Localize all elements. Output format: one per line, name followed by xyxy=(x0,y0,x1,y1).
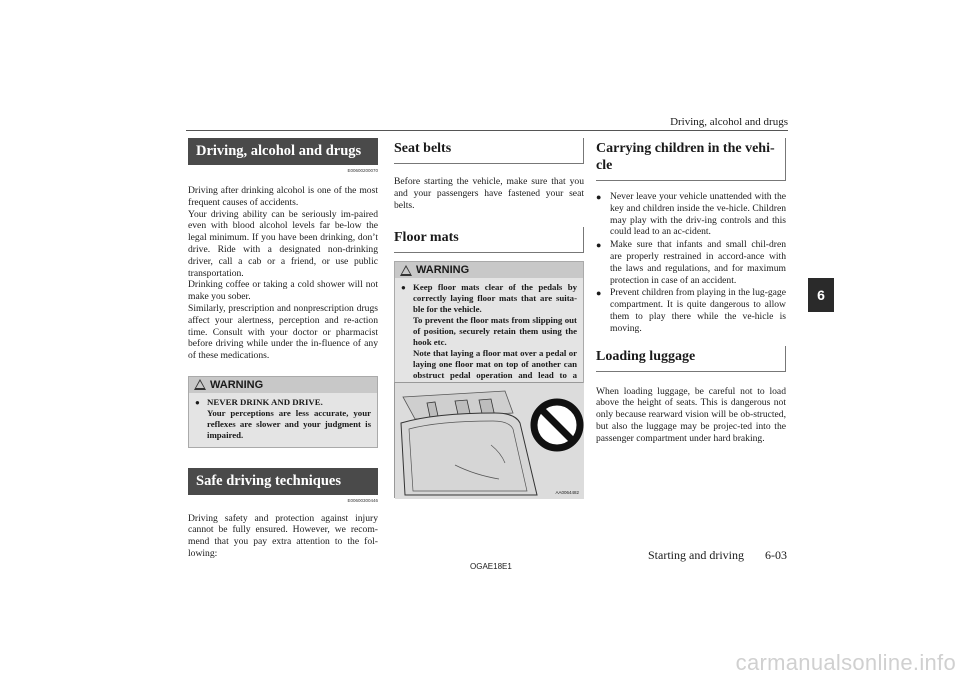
figure-code: AA0064482 xyxy=(555,490,579,495)
bullet-icon: ● xyxy=(401,283,406,293)
warning-line: NEVER DRINK AND DRIVE. xyxy=(207,396,323,407)
section-title-driving-alcohol-drugs: Driving, alcohol and drugs xyxy=(188,138,378,165)
paragraph: Drinking coffee or taking a cold shower will not make you sober. xyxy=(188,279,378,303)
warning-line: Your perceptions are less accurate, your reflexes are slower and your judgment is impaired. xyxy=(207,407,371,440)
warning-header xyxy=(189,377,377,393)
section-code: E00600200070 xyxy=(347,168,378,173)
footer-section-name: Starting and driving xyxy=(648,548,744,562)
floor-mat-drawing xyxy=(395,383,584,499)
warning-box-floor-mats xyxy=(394,261,584,398)
column-left xyxy=(188,138,378,560)
list-item: ● Prevent children from playing in the lug-gage compartment. It is quite dangerous to allow them to play there while the ve-hicle is moving. xyxy=(596,287,786,334)
footer-doc-code: OGAE18E1 xyxy=(470,562,512,571)
warning-triangle-icon xyxy=(194,379,206,390)
warning-box-alcohol xyxy=(188,376,378,448)
section-title-loading-luggage: Loading luggage xyxy=(596,346,786,372)
header-rule xyxy=(186,130,788,131)
bullet-icon: ● xyxy=(596,192,602,202)
floor-mat-illustration xyxy=(394,382,583,498)
bullet-icon: ● xyxy=(596,288,602,299)
watermark[interactable]: carmanualsonline.info xyxy=(735,650,956,675)
bullet-icon: ● xyxy=(195,397,200,407)
warning-header xyxy=(395,262,583,278)
warning-line: Note that laying a floor mat over a pedal or laying one floor mat on top of another can obstruct pedal operation and lead to a xyxy=(413,347,577,380)
chapter-tab[interactable]: 6 xyxy=(808,278,834,312)
column-middle xyxy=(394,138,584,398)
paragraph: Similarly, prescription and nonprescription drugs affect your alertness, perception and re-action time. Consult with your doctor or pharmacist before driving while under the in-fluence of any of these medications. xyxy=(188,302,378,362)
column-right xyxy=(596,138,786,445)
section-title-seat-belts: Seat belts xyxy=(394,138,584,164)
warning-label: WARNING xyxy=(210,378,264,391)
paragraph: Driving safety and protection against injury cannot be fully ensured. However, we recom-mend that you pay extra attention to the fol-lowing: xyxy=(188,512,378,559)
warning-label: WARNING xyxy=(416,264,470,277)
paragraph: Before starting the vehicle, make sure that you and your passengers have fastened your seat belts. xyxy=(394,176,584,211)
children-bullet-list xyxy=(596,191,786,335)
warning-triangle-icon xyxy=(400,265,412,276)
section-code: E00600300446 xyxy=(347,497,378,503)
section-title-carrying-children: Carrying children in the vehi-cle xyxy=(596,138,786,181)
running-header: Driving, alcohol and drugs xyxy=(670,116,788,128)
section-title-safe-driving: Safe driving techniques xyxy=(188,468,378,495)
list-item: ● Never leave your vehicle unattended with the key and children inside the ve-hicle. Children may play with the driv-ing controls and this could lead to an ac-cident. xyxy=(596,191,786,238)
paragraph: When loading luggage, be careful not to load above the height of seats. This is dangerous not only because rearward vision will be ob-structed, but also the luggage may be projec-ted into the passenger compartment under hard braking. xyxy=(596,385,786,444)
section-title-floor-mats: Floor mats xyxy=(394,227,584,253)
paragraph: Your driving ability can be seriously im-paired even with blood alcohol levels far be-low the legal minimum. If you have been drinking, don’t drive. Ride with a designated non-drinking driver, call a cab or a friend, or use public transportation. xyxy=(188,208,378,279)
warning-body xyxy=(189,393,377,447)
bullet-icon: ● xyxy=(596,240,602,251)
footer-page-number: 6-03 xyxy=(765,548,787,562)
paragraph: Driving after drinking alcohol is one of the most frequent causes of accidents. xyxy=(188,185,378,208)
list-item: ● Make sure that infants and small chil-dren are properly restrained in accord-ance with the laws and regulations, and for maximum protection in case of an accident. xyxy=(596,239,786,286)
warning-body xyxy=(395,278,583,397)
warning-line: Keep floor mats clear of the pedals by correctly laying floor mats that are suita-ble for the vehicle. xyxy=(413,282,577,315)
warning-line: To prevent the floor mats from slipping out of position, securely retain them using the hook etc. xyxy=(413,315,577,347)
